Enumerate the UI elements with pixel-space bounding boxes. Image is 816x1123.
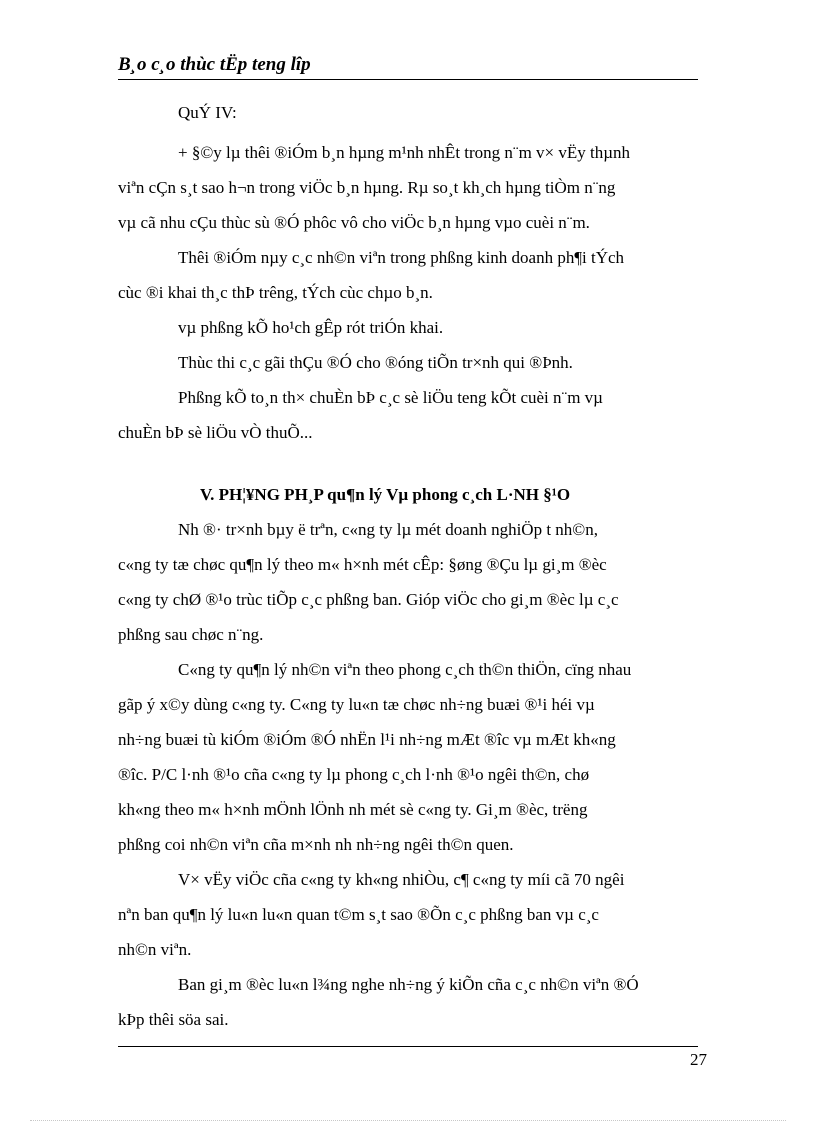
page-header-title: B¸o c¸o thùc tËp teng lîp bbox=[118, 54, 311, 75]
text-line: phßng coi nh©n viªn cña m×nh nh nh÷ng ngêi th©n quen. bbox=[118, 835, 514, 854]
text-line: ®îc. P/C l·nh ®¹o cña c«ng ty lµ phong c¸ch l·nh ®¹o ngêi th©n, chø bbox=[118, 765, 590, 784]
text-line: Thùc thi c¸c gãi thÇu ®Ó cho ®óng tiÕn tr×nh qui ®Þnh. bbox=[178, 353, 573, 372]
text-line: nh©n viªn. bbox=[118, 940, 192, 959]
text-line: c«ng ty tæ chøc qu¶n lý theo m« h×nh mét cÊp: §øng ®Çu lµ gi¸m ®èc bbox=[118, 555, 607, 574]
page-number: 27 bbox=[690, 1050, 707, 1069]
text-line: Nh ®· tr×nh bµy ë trªn, c«ng ty lµ mét doanh nghiÖp t nh©n, bbox=[178, 520, 598, 539]
page-edge-border bbox=[30, 1120, 786, 1121]
text-line: C«ng ty qu¶n lý nh©n viªn theo phong c¸ch th©n thiÖn, cïng nhau bbox=[178, 660, 632, 679]
section-heading: V. PH¦¥NG PH¸P qu¶n lý Vµ phong c¸ch L·NH §¹O bbox=[200, 485, 571, 504]
text-line: kh«ng theo m« h×nh mÖnh lÖnh nh mét sè c«ng ty. Gi¸m ®èc, trëng bbox=[118, 800, 588, 819]
text-line: kÞp thêi söa sai. bbox=[118, 1010, 229, 1029]
text-line: vµ phßng kÕ ho¹ch gÊp rót triÓn khai. bbox=[178, 318, 444, 337]
text-line: V× vËy viÖc cña c«ng ty kh«ng nhiÒu, c¶ c«ng ty míi cã 70 ngêi bbox=[178, 870, 625, 889]
footer-divider bbox=[118, 1046, 698, 1047]
text-line: Phßng kÕ to¸n th× chuÈn bÞ c¸c sè liÖu teng kÕt cuèi n¨m vµ bbox=[178, 388, 603, 407]
text-line: nh÷ng buæi tù kiÓm ®iÓm ®Ó nhËn l¹i nh÷ng mÆt ®îc vµ mÆt kh«ng bbox=[118, 730, 616, 749]
text-line: viªn cÇn s¸t sao h¬n trong viÖc b¸n hµng. Rµ so¸t kh¸ch hµng tiÒm n¨ng bbox=[118, 178, 616, 197]
text-line: vµ cã nhu cÇu thùc sù ®Ó phôc vô cho viÖc b¸n hµng vµo cuèi n¨m. bbox=[118, 213, 590, 232]
text-line: nªn ban qu¶n lý lu«n lu«n quan t©m s¸t sao ®Õn c¸c phßng ban vµ c¸c bbox=[118, 905, 599, 924]
text-line: QuÝ IV: bbox=[178, 103, 237, 122]
text-line: gãp ý x©y dùng c«ng ty. C«ng ty lu«n tæ chøc nh÷ng buæi ®¹i héi vµ bbox=[118, 695, 595, 714]
text-line: cùc ®i khai th¸c thÞ trêng, tÝch cùc chµo b¸n. bbox=[118, 283, 433, 302]
text-line: + §©y lµ thêi ®iÓm b¸n hµng m¹nh nhÊt trong n¨m v× vËy thµnh bbox=[178, 143, 631, 162]
text-line: chuÈn bÞ sè liÖu vÒ thuÕ... bbox=[118, 423, 313, 442]
header-divider bbox=[118, 79, 698, 80]
text-line: Thêi ®iÓm nµy c¸c nh©n viªn trong phßng kinh doanh ph¶i tÝch bbox=[178, 248, 625, 267]
text-line: Ban gi¸m ®èc lu«n l¾ng nghe nh÷ng ý kiÕn cña c¸c nh©n viªn ®Ó bbox=[178, 975, 639, 994]
text-line: c«ng ty chØ ®¹o trùc tiÕp c¸c phßng ban. Gióp viÖc cho gi¸m ®èc lµ c¸c bbox=[118, 590, 619, 609]
text-line: phßng sau chøc n¨ng. bbox=[118, 625, 264, 644]
